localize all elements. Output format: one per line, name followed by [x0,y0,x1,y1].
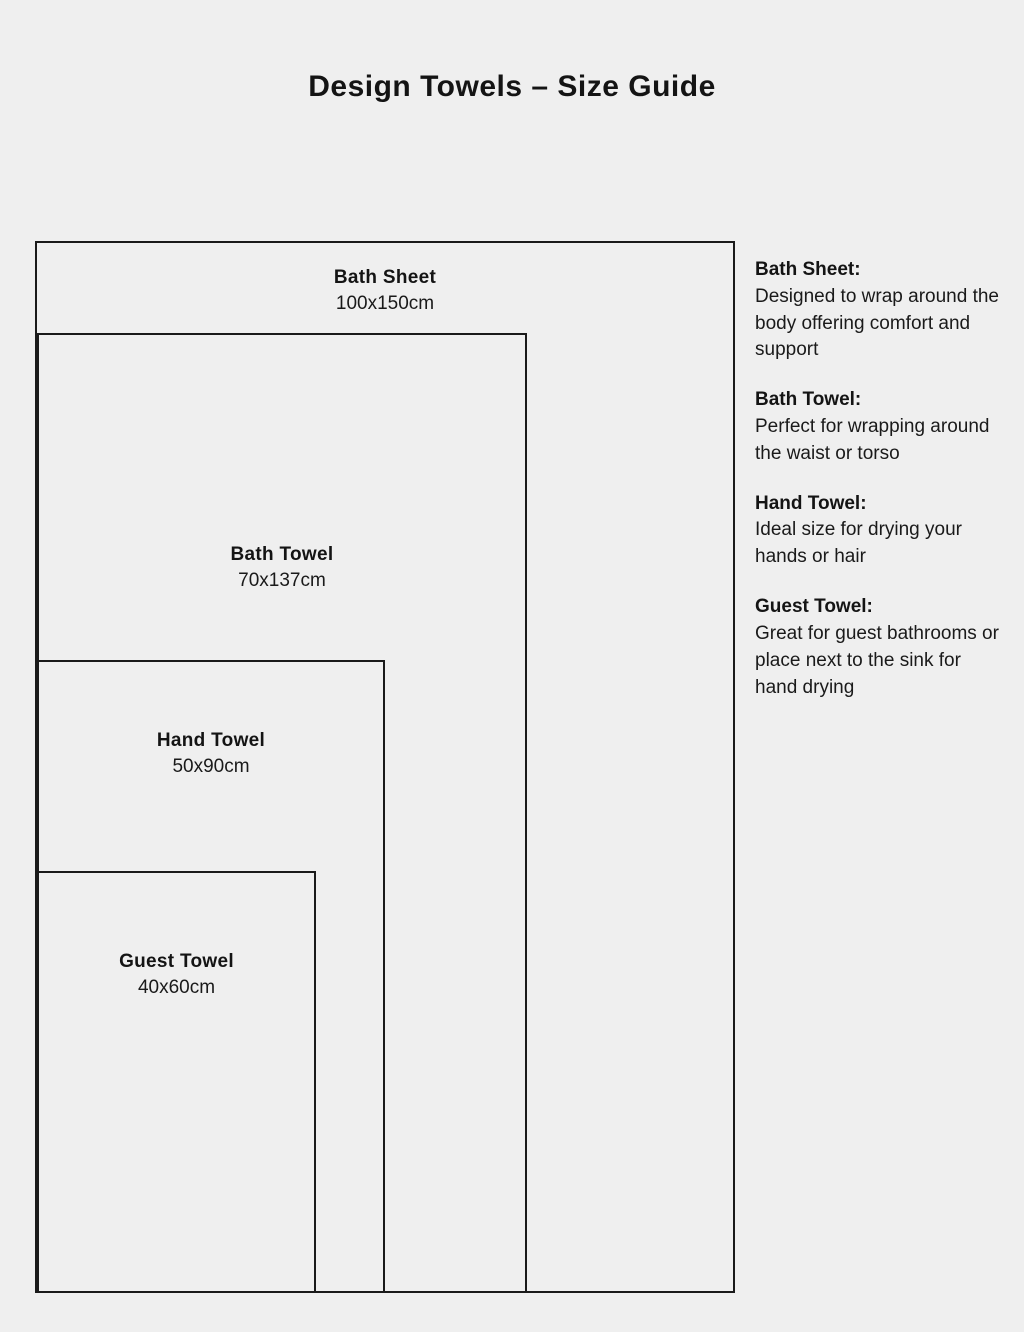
legend-item-hand-towel [755,490,1005,571]
legend-desc-bath-towel: Perfect for wrapping around the waist or torso [755,416,990,464]
towel-size-bath-sheet: 100x150cm [335,292,435,314]
towel-label-bath-sheet [37,266,733,316]
legend-item-bath-sheet [755,256,1005,364]
towel-label-hand-towel [39,729,383,779]
legend-term-bath-sheet: Bath Sheet: [755,259,861,280]
towel-size-bath-towel: 70x137cm [238,569,326,591]
towel-label-guest-towel [39,950,314,1000]
legend-term-hand-towel: Hand Towel: [755,492,867,514]
towel-name-bath-sheet: Bath Sheet [333,267,437,288]
legend-term-guest-towel: Guest Towel: [755,596,873,618]
legend-term-bath-towel: Bath Towel: [755,389,862,411]
towel-name-hand-towel: Hand Towel [156,730,266,751]
towel-name-bath-towel: Bath Towel [230,544,334,565]
legend-desc-guest-towel: Great for guest bathrooms or place next to the sink for hand drying [755,622,999,698]
towel-size-guest-towel: 40x60cm [137,976,216,998]
page-title: Design Towels – Size Guide [308,70,716,103]
towel-label-bath-towel [39,543,525,593]
legend-desc-hand-towel: Ideal size for drying your hands or hair [755,519,962,568]
towel-size-hand-towel: 50x90cm [172,755,250,777]
legend-item-guest-towel [755,593,1005,701]
legend [755,256,1005,724]
legend-item-bath-towel [755,386,1005,467]
towel-size-diagram [35,241,735,1293]
towel-rect-guest-towel [37,871,316,1293]
towel-name-guest-towel: Guest Towel [119,951,234,972]
legend-desc-bath-sheet: Designed to wrap around the body offering comfort and support [755,285,999,361]
